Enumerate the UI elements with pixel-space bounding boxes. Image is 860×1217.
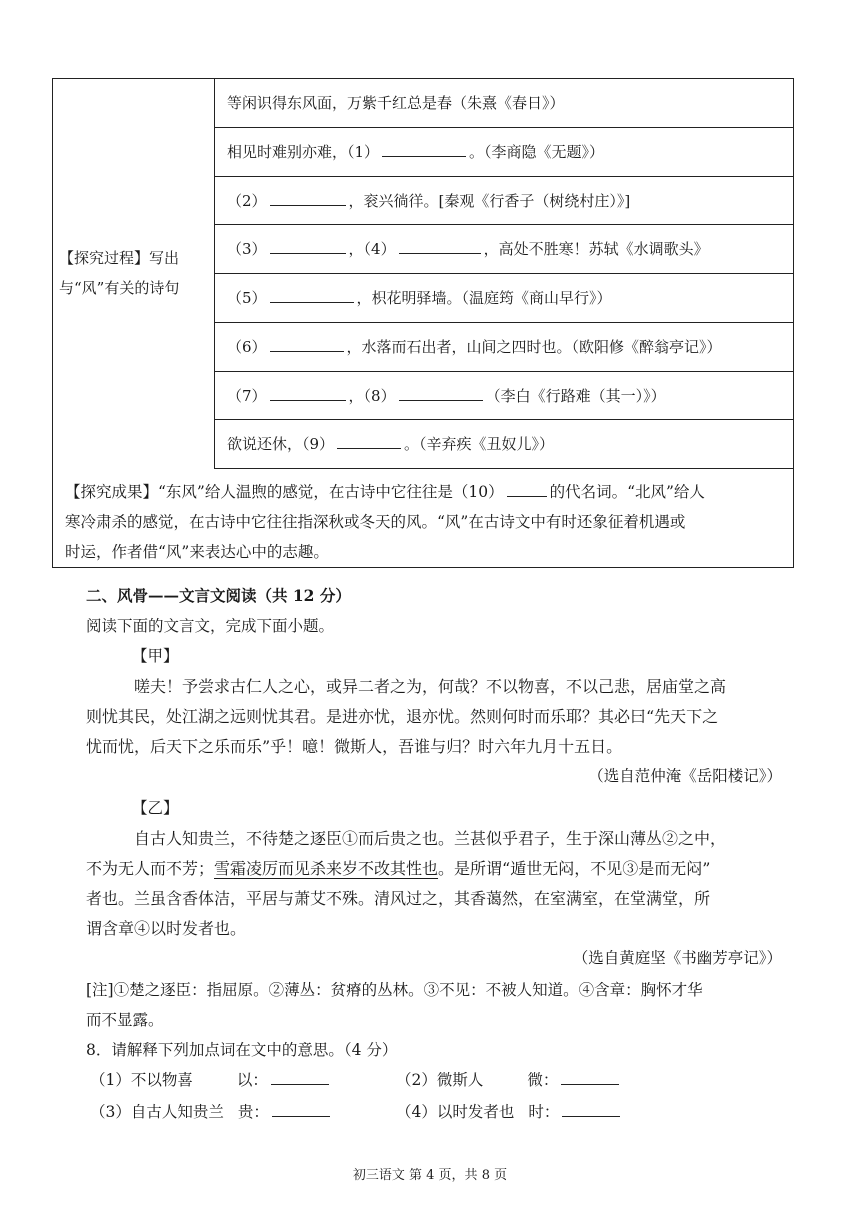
q8-item-text: （2）微斯人: [396, 1071, 484, 1089]
table-row: [215, 177, 793, 226]
q8-item-key: 微：: [527, 1071, 559, 1089]
row-text: ，（4）: [348, 240, 396, 259]
row-text: 等闲识得东风面，万紫千红总是春（朱熹《春日》）: [227, 94, 565, 112]
passage-jia-label: 【甲】: [132, 647, 179, 665]
row-text: 欲说还休，（9）: [227, 435, 335, 454]
row-text: ，高处不胜寒！苏轼《水调歌头》: [483, 240, 709, 259]
row-text: （7）: [227, 386, 267, 405]
row-text: 。（辛弃疾《丑奴儿》）: [404, 435, 555, 454]
q8-item-key: 时：: [528, 1103, 560, 1121]
q8-item: [396, 1068, 622, 1090]
row-text: （2）: [227, 191, 267, 210]
answer-blank[interactable]: [270, 384, 346, 401]
result-text: 寒冷肃杀的感觉，在古诗中它往往指深秋或冬天的风。“风”在古诗文中有时还象征着机遇或: [65, 513, 686, 531]
passage-line: [86, 854, 786, 884]
answer-blank[interactable]: [337, 432, 401, 449]
table-row: [215, 372, 793, 421]
row-text: ，枳花明驿墙。（温庭筠《商山早行》）: [356, 289, 612, 307]
row-text: （6）: [227, 337, 267, 356]
poem-rows: [215, 79, 793, 469]
section-heading: 二、风骨——文言文阅读（共 12 分）: [86, 586, 351, 605]
page-footer: 初三语文 第 4 页，共 8 页: [352, 1168, 508, 1183]
passage-line: 谓含章④以时发者也。: [86, 919, 247, 938]
annotation-line: [注]①楚之逐臣：指屈原。②薄丛：贫瘠的丛林。③不见：不被人知道。④含章：胸怀才华: [86, 981, 703, 999]
q8-item: [396, 1100, 623, 1122]
q8-item: [90, 1068, 332, 1090]
row-text: ，水落而石出者，山间之四时也。（欧阳修《醉翁亭记》）: [346, 337, 722, 356]
passage-yi-source: （选自黄庭坚《书幽芳亭记》）: [572, 949, 782, 967]
inquiry-process-label: 【探究过程】写出与“风”有关的诗句: [59, 249, 180, 297]
passage-jia-source: （选自范仲淹《岳阳楼记》）: [588, 767, 782, 785]
answer-blank[interactable]: [561, 1068, 619, 1085]
row-text: （李白《行路难（其一）》）: [485, 386, 666, 405]
underlined-sentence: 雪霜凌厉而见杀来岁不改其性也: [214, 859, 439, 878]
passage-jia: [86, 672, 786, 762]
passage-line: 嗟夫！予尝求古仁人之心，或异二者之为，何哉？不以物喜，不以己悲，居庙堂之高: [134, 677, 727, 696]
q8-item-text: （4）以时发者也: [396, 1103, 515, 1121]
result-text: 时运，作者借“风”来表达心中的志趣。: [65, 543, 329, 561]
passage-line: 忧而忧，后天下之乐而乐”乎！噫！微斯人，吾谁与归？时六年九月十五日。: [86, 737, 623, 756]
answer-blank[interactable]: [399, 384, 483, 401]
row-text: 相见时难别亦难，（1）: [227, 142, 380, 161]
passage-line: 者也。兰虽含香体洁，平居与萧艾不殊。清风过之，其香蔼然，在室满室，在堂满堂，所: [86, 889, 711, 908]
passage-text: 不为无人而不芳；: [86, 859, 215, 878]
table-row: [215, 225, 793, 274]
poetry-table: [52, 78, 794, 568]
answer-blank[interactable]: [270, 335, 344, 352]
answer-blank[interactable]: [382, 140, 466, 157]
row-text: （3）: [227, 240, 267, 259]
q8-item-key: 贵：: [237, 1103, 269, 1121]
table-row: [215, 79, 793, 128]
inquiry-result: [53, 469, 793, 567]
answer-blank[interactable]: [507, 480, 547, 497]
row-text: （5）: [227, 289, 267, 307]
q8-item: [90, 1100, 333, 1122]
result-text: 的代名词。“北风”给人: [549, 483, 705, 501]
answer-blank[interactable]: [270, 189, 346, 206]
answer-blank[interactable]: [271, 1068, 329, 1085]
answer-blank[interactable]: [562, 1100, 620, 1117]
passage-yi: [86, 824, 786, 944]
row-text: ，（8）: [348, 386, 396, 405]
row-text: ，衮兴徜徉。[秦观《行香子（树绕村庄）》]: [348, 191, 631, 210]
passage-yi-label: 【乙】: [132, 799, 179, 817]
table-row: [215, 274, 793, 323]
table-row: [215, 128, 793, 177]
annotation-line: 而不显露。: [86, 1011, 164, 1029]
result-text: 【探究成果】“东风”给人温煦的感觉，在古诗中它往往是（10）: [65, 483, 504, 501]
answer-blank[interactable]: [399, 237, 481, 254]
q8-item-key: 以：: [236, 1071, 268, 1089]
q8-item-text: （1）不以物喜: [90, 1071, 193, 1089]
answer-blank[interactable]: [270, 237, 346, 254]
passage-line: 则忧其民，处江湖之远则忧其君。是进亦忧，退亦忧。然则何时而乐耶？其必曰“先天下之: [86, 707, 719, 726]
passage-line: 自古人知贵兰，不待楚之逐臣①而后贵之也。兰甚似乎君子，生于深山薄丛②之中，: [134, 829, 727, 848]
row-text: 。（李商隐《无题》）: [469, 142, 605, 161]
question-8: 8．请解释下列加点词在文中的意思。（4 分）: [86, 1041, 398, 1059]
section-instruction: 阅读下面的文言文，完成下面小题。: [86, 617, 335, 635]
answer-blank[interactable]: [272, 1100, 330, 1117]
table-row: [215, 420, 793, 469]
answer-blank[interactable]: [270, 286, 354, 303]
passage-text: 。是所谓“遁世无闷，不见③是而无闷”: [438, 859, 711, 878]
q8-item-text: （3）自古人知贵兰: [90, 1103, 224, 1121]
table-left-column: [53, 79, 215, 469]
table-row: [215, 323, 793, 372]
